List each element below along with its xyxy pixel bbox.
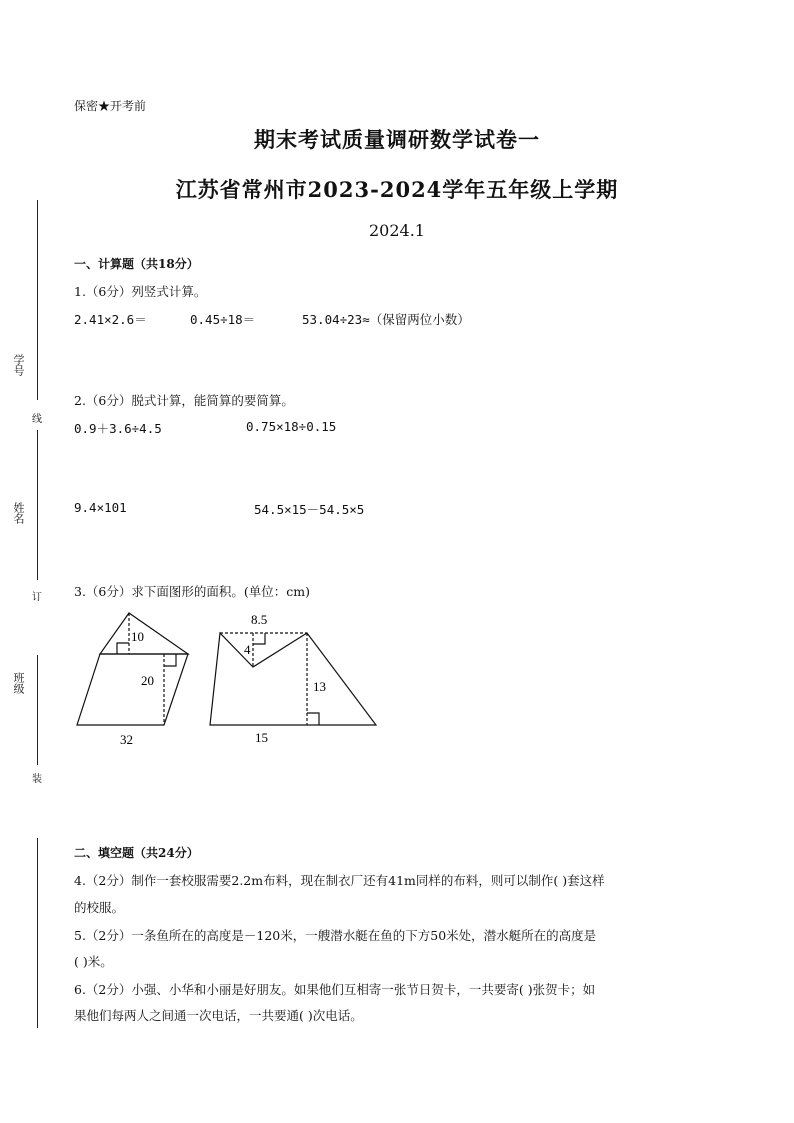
q1-label: 1.（6分）列竖式计算。	[74, 284, 207, 299]
xian-mark: 线	[32, 414, 42, 425]
q1-item-1: 2.41×2.6＝	[74, 312, 147, 327]
q3-label: 3.（6分）求下面图形的面积。(单位：cm)	[74, 584, 310, 599]
name-label: 姓名	[12, 502, 25, 524]
fig1-label-height: 20	[141, 673, 154, 688]
q5-line1: 5.（2分）一条鱼所在的高度是－120米，一艘潜水艇在鱼的下方50米处，潜水艇所在的高度是	[74, 928, 597, 943]
q2-item-3: 9.4×101	[74, 500, 127, 515]
student-id-label: 学号	[12, 354, 25, 376]
q4-line2: 的校服。	[74, 900, 125, 915]
parallelogram-shape	[77, 654, 188, 725]
binding-line-4	[37, 838, 38, 1028]
fig2-label-height: 13	[313, 679, 326, 694]
q4-line1: 4.（2分）制作一套校服需要2.2m布料，现在制衣厂还有41m同样的布料，则可以制作( )套这样	[74, 873, 605, 888]
q2-item-2: 0.75×18÷0.15	[246, 419, 337, 434]
height-right-angle	[307, 713, 319, 725]
notch-right-angle	[253, 633, 265, 644]
fig2-label-notch: 4	[244, 642, 251, 657]
zhuang-mark: 装	[32, 774, 42, 785]
fig1-label-base: 32	[120, 732, 133, 747]
ding-mark: 订	[32, 592, 42, 603]
triangle-right-angle	[117, 643, 129, 654]
triangle-shape	[100, 613, 188, 654]
section1-heading: 一、计算题（共18分）	[74, 257, 199, 271]
q6-line2: 果他们每两人之间通一次电话，一共要通( )次电话。	[74, 1008, 363, 1023]
parallelogram-right-angle	[164, 654, 176, 666]
q1-item-2: 0.45÷18＝	[190, 312, 256, 327]
binding-line-2	[37, 430, 38, 580]
fig1-label-top-height: 10	[131, 629, 144, 644]
q5-line2: ( )米。	[74, 954, 113, 969]
figure-composite-shape	[205, 605, 385, 750]
class-label: 班级	[12, 672, 25, 694]
fig2-label-base: 15	[255, 730, 268, 745]
exam-title: 期末考试质量调研数学试卷一	[254, 127, 540, 152]
composite-outline	[210, 633, 376, 725]
figure-parallelogram-triangle	[70, 605, 200, 750]
section2-heading: 二、填空题（共24分）	[74, 846, 199, 860]
q2-label: 2.（6分）脱式计算，能简算的要简算。	[74, 393, 294, 408]
q2-item-4: 54.5×15－54.5×5	[254, 502, 365, 517]
confidential-note: 保密★开考前	[74, 99, 147, 113]
fig2-label-top: 8.5	[251, 612, 268, 627]
q6-line1: 6.（2分）小强、小华和小丽是好朋友。如果他们互相寄一张节日贺卡，一共要寄( )张贺卡；如	[74, 982, 596, 997]
exam-date: 2024.1	[369, 221, 425, 240]
exam-subtitle: 江苏省常州市2023-2024学年五年级上学期	[175, 177, 619, 202]
q2-item-1: 0.9＋3.6÷4.5	[74, 421, 162, 436]
binding-line-3	[37, 655, 38, 765]
q1-item-3: 53.04÷23≈（保留两位小数）	[302, 312, 470, 327]
